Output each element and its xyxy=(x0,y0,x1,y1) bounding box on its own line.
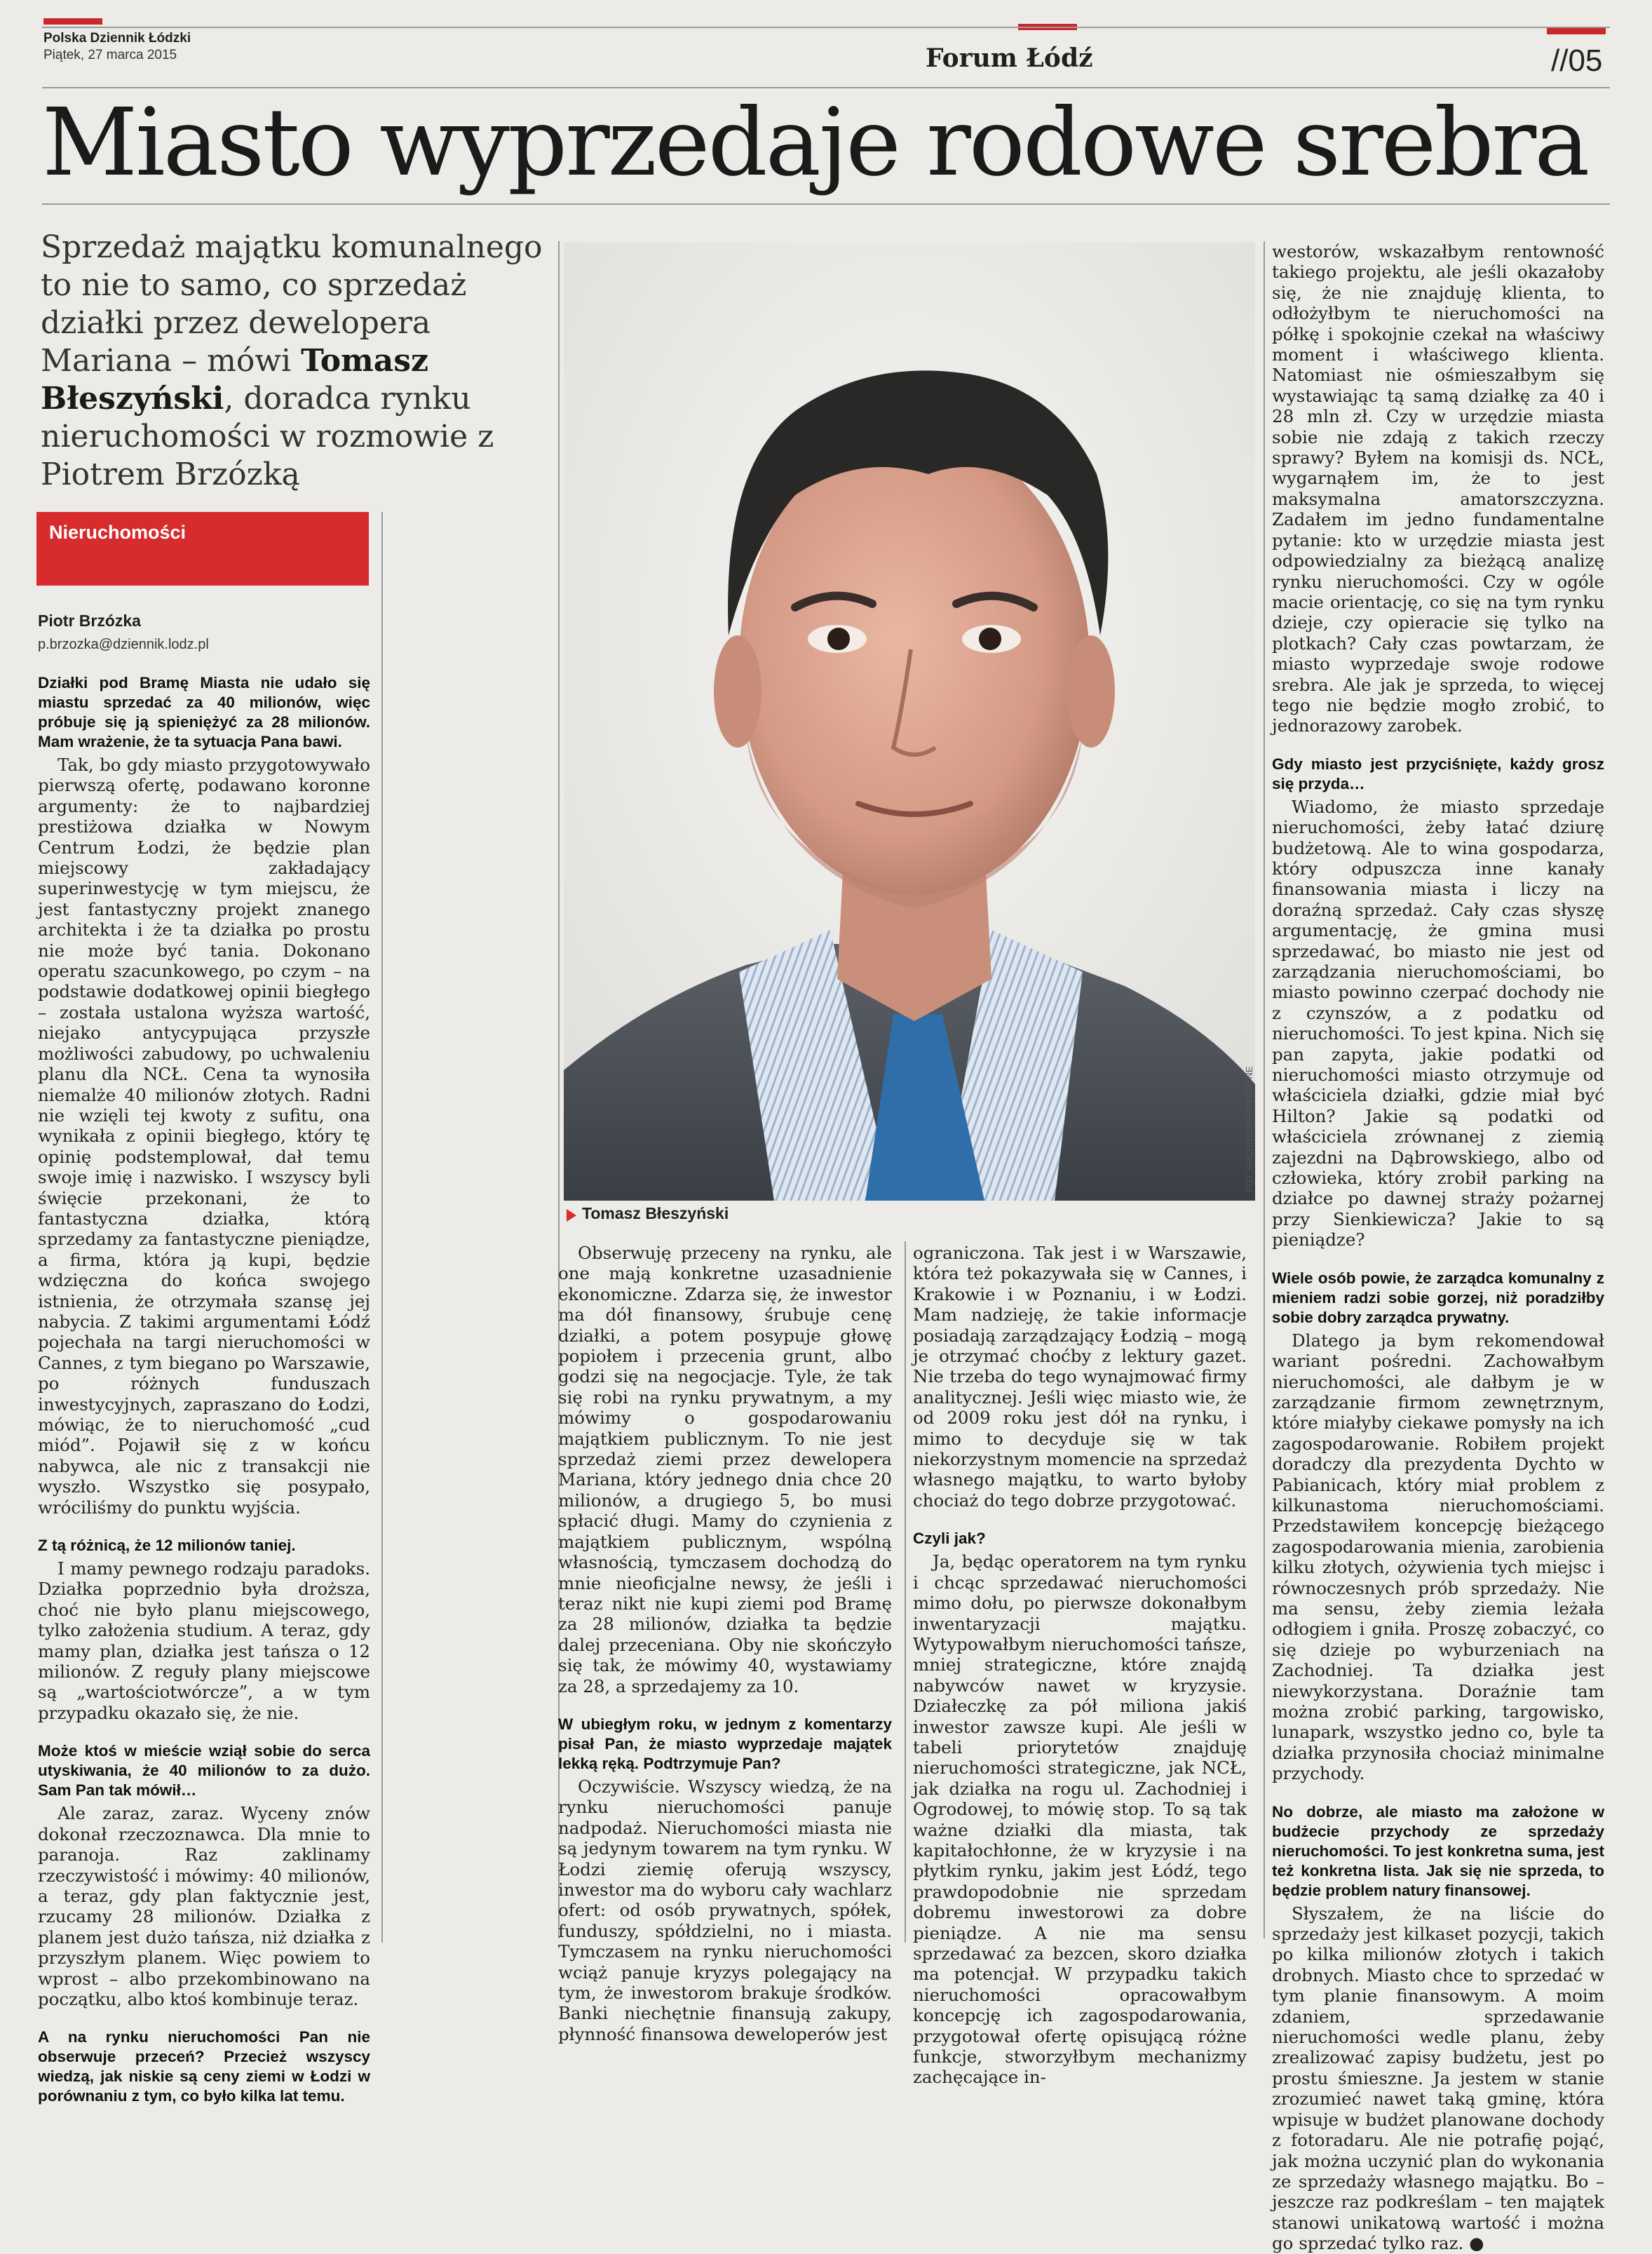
column-separator-left xyxy=(381,512,383,1943)
interview-question: Z tą różnicą, że 12 milionów taniej. xyxy=(38,1537,296,1555)
article-headline: Miasto wyprzedaje rodowe srebra xyxy=(42,89,1588,197)
article-column-4 xyxy=(1272,241,1604,2254)
interview-answer: Oczywiście. Wszyscy wiedzą, że na rynku nieruchomości panuje nadpodaż. Nieruchomości miasta nie są jedynym towarem na tym rynku. W Łodzi ziemię oferują wszyscy, inwestor ma do wyboru cały wachlarz ofert: od osób prywatnych, spółek, funduszy, spółdzielni, no i miasta. Tymczasem na rynku nieruchomości wciąż panuje kryzys polegający na tym, że inwestorom brakuje środków. Banki niechętnie finansują zakupy, płynność finansowa deweloperów jest xyxy=(558,1776,892,2044)
caption-arrow-icon xyxy=(567,1209,576,1222)
interview-question: Gdy miasto jest przyciśnięte, każdy grosz się przyda… xyxy=(1272,755,1604,792)
spacer xyxy=(38,1518,370,1536)
header-rule xyxy=(42,87,1610,88)
interview-answer: Słyszałem, że na liście do sprzedaży jest kilkaset pozycji, takich po kilka milionów złotych i takich drobnych. Miasto chce to sprzedać w tym planie finansowym. A moim zdaniem, sprzedawanie nieruchomości wedle planu, żeby zrealizować zapisy budżetu, jest po prostu śmieszne. Ja jestem w stanie zrozumieć nawet taką gminę, która wpisuje w budżet planowane dochody z fotoradaru. Ale nie potrafię pojąć, jak można uczynić plan do wykonania ze sprzedaży własnego majątku. Bo – jeszcze raz podkreślam – ten majątek stanowi unikatową wartość i można go sprzedać tylko raz. ● xyxy=(1272,1903,1604,2254)
interview-answer: Dlatego ja bym rekomendował wariant pośredni. Zachowałbym nieruchomości, ale dałbym je w zarządzanie firmom zewnętrznym, które miałyby ciekawe pomysły na ich zagospodarowanie. Robiłem projekt doradczy dla prezydenta Dychto w Pabianicach, który miał problem z kilkunastoma nieruchomościami. Przedstawiłem koncepcję bieżącego zagospodarowania mienia, zarobienia kilku złotych, ożywienia tych miejsc i równoczesnych prób sprzedaży. Nie ma sensu, żeby ziemia leżała odłogiem i gniła. Proszę zobaczyć, co się dzieje po wyburzeniach na Zachodniej. Ta działka jest niewykorzystana. Doraźnie tam można zrobić parking, targowisko, lunapark, wszystko jedno co, byle ta działka przynosiła chociaż minimalne przychody. xyxy=(1272,1330,1604,1784)
article-column-3 xyxy=(913,1243,1247,2088)
paper-name: Polska Dziennik Łódzki xyxy=(43,31,191,46)
issue-date: Piątek, 27 marca 2015 xyxy=(43,48,177,62)
interview-question: Czyli jak? xyxy=(913,1530,986,1548)
column-separator-2 xyxy=(905,1241,906,1943)
interview-answer: Ja, będąc operatorem na tym rynku i chcąc sprzedawać nieruchomości mimo dołu, po pierwsze dokonałbym inwentaryzacji majątku. Wytypowałbym nieruchomości tańsze, mniej strategiczne, które znajdą nabywców nawet w kryzysie. Działeczkę za pół miliona jakiś inwestor zawsze kupi. Ale jeśli w tabeli priorytetów znajduję nieruchomości strategiczne, jak NCŁ, jak działka na rogu ul. Zachodniej i Ogrodowej, to mówię stop. To są tak ważne działki dla miasta, tak kapitałochłonne, że w kryzysie i na płytkim rynku, jakim jest Łódź, tego prawdopodobnie nie sprzedam dobremu inwestorowi za dobre pieniądze. A nie ma sensu sprzedawać za bezcen, skoro działka ma potencjał. W przypadku takich nieruchomości opracowałbym koncepcję ich zagospodarowania, przygotował ofertę opisującą różne funkcje, stworzyłbym mechanizmy zachęcające in- xyxy=(913,1551,1247,2088)
interview-question: Może ktoś w mieście wziął sobie do serca utyskiwania, że 40 milionów to za dużo. Sam Pan tak mówił… xyxy=(38,1742,370,1800)
portrait-illustration xyxy=(564,243,1255,1201)
interview-answer: ograniczona. Tak jest i w Warszawie, która też pokazywała się w Cannes, i Krakowie i w Poznaniu, i w Łodzi. Mam nadzieję, że takie informacje posiadają zarządzający Łodzią – mogą je otrzymać choćby z lektury gazet. Nie trzeba do tego wynajmować firmy analitycznej. Jeśli więc miasto wie, że od 2009 roku jest dół na rynku, i mimo to decyduje się w tak niekorzystnym momencie na sprzedaż własnego majątku, to warto byłoby chociaż do tego dobrze przygotować. xyxy=(913,1243,1247,1511)
interview-question: Wiele osób powie, że zarządca komunalny z mieniem radzi sobie gorzej, niż poradziłby sobie dobry zarządca prywatny. xyxy=(1272,1269,1604,1326)
interview-answer: Ale zaraz, zaraz. Wyceny znów dokonał rzeczoznawca. Dla mnie to paranoja. Raz zaklinamy rzeczywistość i mówimy: 40 milionów, a teraz, gdy plan faktycznie jest, rzucamy 28 milionów. Działka z planem jest dużo tańsza, niż działka z przyszłym planem. Więc powiem to wprost – albo przekombinowano na początku, albo ktoś kombinuje teraz. xyxy=(38,1803,370,2009)
interview-answer: Wiadomo, że miasto sprzedaje nieruchomości, żeby łatać dziurę budżetową. Ale to wina gospodarza, który odpuszcza inne kanały finansowania miasta i liczy na doraźną sprzedaż. Cały czas słyszę argumentację, że gmina musi sprzedawać, bo miasto nie jest od zarządzania nieruchomościami, bo miasto powinno czerpać dochody nie z czynszów, a z podatku od nieruchomości. To jest kpina. Nich się pan zapyta, jakie podatki od nieruchomości miasto otrzymuje od właściciela działki, gdzie miał być Hilton? Jakie są podatki od właściciela zrównanej z ziemią zajezdni na Dąbrowskiego, albo od człowieka, który zrobił parking na działce po dawnej straży pożarnej przy Sienkiewicza? Jakie to są pieniądze? xyxy=(1272,796,1604,1250)
author-name: Piotr Brzózka xyxy=(38,612,141,630)
interview-question: No dobrze, ale miasto ma założone w budżecie przychody ze sprzedaży nieruchomości. To jest konkretna suma, jest też konkretna lista. Jak się nie sprzeda, to będzie problem natury finansowej. xyxy=(1272,1802,1604,1899)
section-title: Forum Łódź xyxy=(926,43,1093,73)
interview-question: W ubiegłym roku, w jednym z komentarzy pisał Pan, że miasto wyprzedaje majątek lekką ręką. Podtrzymuje Pan? xyxy=(558,1715,892,1772)
lead-interviewee-name: Tomasz Błeszyński xyxy=(41,343,428,417)
interview-answer: westorów, wskazałbym rentowność takiego projektu, ale jeśli okazałoby się, że nie znajduję klienta, to odłożyłbym te nieruchomości na półkę i spokojnie czekał na właściwy moment i właściwego klienta. Natomiast nie ośmieszałbym się wystawiając tą samą działkę za 40 i 28 mln zł. Czy w urzędzie miasta sobie nie zdają z takich rzeczy sprawy? Byłem na komisji ds. NCŁ, wygarnąłem im, że to jest maksymalna amatorszczyzna. Zadałem im jedno fundamentalne pytanie: kto w urzędzie miasta jest odpowiedzialny za bieżącą analizę rynku nieruchomości. Czy w ogóle macie orientację, co się na tym rynku dzieje, czy opieracie się tylko na plotkach? Cały czas powtarzam, że miasto wyprzedaje swoje rodowe srebra. Ale jak je sprzeda, to więcej tego nie będzie mogło zrobić, to jednorazowy zarobek. xyxy=(1272,241,1604,736)
spacer xyxy=(1272,736,1604,755)
article-column-2 xyxy=(558,1243,892,2044)
photo-caption: Tomasz Błeszyński xyxy=(582,1204,729,1222)
rubric-label: Nieruchomości xyxy=(49,522,187,543)
headline-rule xyxy=(42,203,1610,205)
page-number: //05 xyxy=(1551,43,1603,78)
interview-answer: Tak, bo gdy miasto przygotowywało pierwszą ofertę, podawano koronne argumenty: że to najbardziej prestiżowa działka w Nowym Centrum Łodzi, że będzie plan miejscowy zakładający superinwestycję w tym miejscu, że jest fantastyczny projekt znanego architekta i że ta działka po prostu nie może być tania. Dokonano operatu szacunkowego, po czym – na podstawie dodatkowej opinii biegłego – została ustalona wyższa wartość, niejako antycypująca przyszłe możliwości zabudowy, po uchwaleniu planu dla NCŁ. Cena ta wynosiła niemalże 40 milionów złotych. Radni nie wzięli tej kwoty z sufitu, ona wynikała z opinii biegłego, który tę opinię podstemplował, dał temu swoje imię i nazwisko. I wszyscy byli święcie przekonani, że to fantastyczna działka, którą sprzedamy za fantastyczne pieniądze, a firma, która ją kupi, będzie wdzięczna do końca swojego istnienia, że otrzymała szansę jej nabycia. Z takimi argumentami Łódź pojechała na targi nieruchomości w Cannes, z tym biegano po Warszawie, po różnych funduszach inwestycyjnych, zapraszano do Łodzi, mówiąc, że to nieruchomość „cud miód”. Pojawił się z w końcu nabywca, ale nic z transakcji nie wyszło. Wszystko się posypało, wróciliśmy do punktu wyjścia. xyxy=(38,755,370,1518)
spacer xyxy=(38,2009,370,2027)
interview-answer: Obserwuję przeceny na rynku, ale one mają konkretne uzasadnienie ekonomiczne. Zdarza się, że inwestor ma dół finansowy, śrubuje cenę działki, a potem posypuje głowę popiołem i przecenia grunt, albo godzi się na negocjacje. Tyle, że tak się robi na rynku prywatnym, a my mówimy o gospodarowaniu majątkiem publicznym. To nie jest sprzedaż ziemi przez dewelopera Mariana, który jednego dnia chce 20 milionów, a drugiego 5, bo musi spłacić długi. Mamy do czynienia z majątkiem publicznym, wspólną własnością, tymczasem dochodzą do mnie nieoficjalne newsy, że jeśli i teraz nikt nie kupi ziemi pod Bramę za 28 milionów, działka ta będzie dalej przeceniana. Oby nie skończyło się tak, że mówimy 40, wystawiamy za 28, a sprzedajemy za 10. xyxy=(558,1243,892,1696)
interview-answer: I mamy pewnego rodzaju paradoks. Działka poprzednio była droższa, choć nie było planu miejscowego, tylko założenia studium. A teraz, gdy mamy plan, działka jest tańsza o 12 milionów. Z reguły plany miejscowe są „wartościotwórcze”, a w tym przypadku okazało się, że nie. xyxy=(38,1558,370,1723)
lead-text-start: Sprzedaż majątku komunalnego to nie to samo, co sprzedaż działki przez dewelopera Mariana – mówi xyxy=(41,229,543,379)
rubric-badge xyxy=(36,512,369,586)
red-accent-left xyxy=(43,18,102,25)
red-accent-right xyxy=(1547,28,1606,34)
column-separator-3 xyxy=(1264,241,1265,1938)
spacer xyxy=(38,1723,370,1741)
photo-credit: FOT. ARCHIWUM PRYWATNE xyxy=(1244,1066,1254,1192)
interview-question: Działki pod Bramę Miasta nie udało się miastu sprzedać za 40 milionów, więc próbuje się ją spieniężyć za 28 milionów. Mam wrażenie, że ta sytuacja Pana bawi. xyxy=(38,674,370,750)
interviewee-photo xyxy=(564,243,1255,1201)
spacer xyxy=(1272,1784,1604,1802)
spacer xyxy=(558,1696,892,1715)
lead-text-end: , doradca rynku nieruchomości w rozmowie z Piotrem Brzózką xyxy=(41,381,494,492)
article-column-1 xyxy=(38,673,370,2109)
article-lead xyxy=(41,229,560,494)
interview-question: A na rynku nieruchomości Pan nie obserwuje przeceń? Przecież wszyscy wiedzą, jak niskie są ceny ziemi w Łodzi w porównaniu z tym, co było kilka lat temu. xyxy=(38,2028,370,2105)
spacer xyxy=(913,1511,1247,1529)
author-email[interactable]: p.brzozka@dziennik.lodz.pl xyxy=(38,637,209,652)
spacer xyxy=(1272,1250,1604,1269)
top-rule xyxy=(42,27,1610,28)
